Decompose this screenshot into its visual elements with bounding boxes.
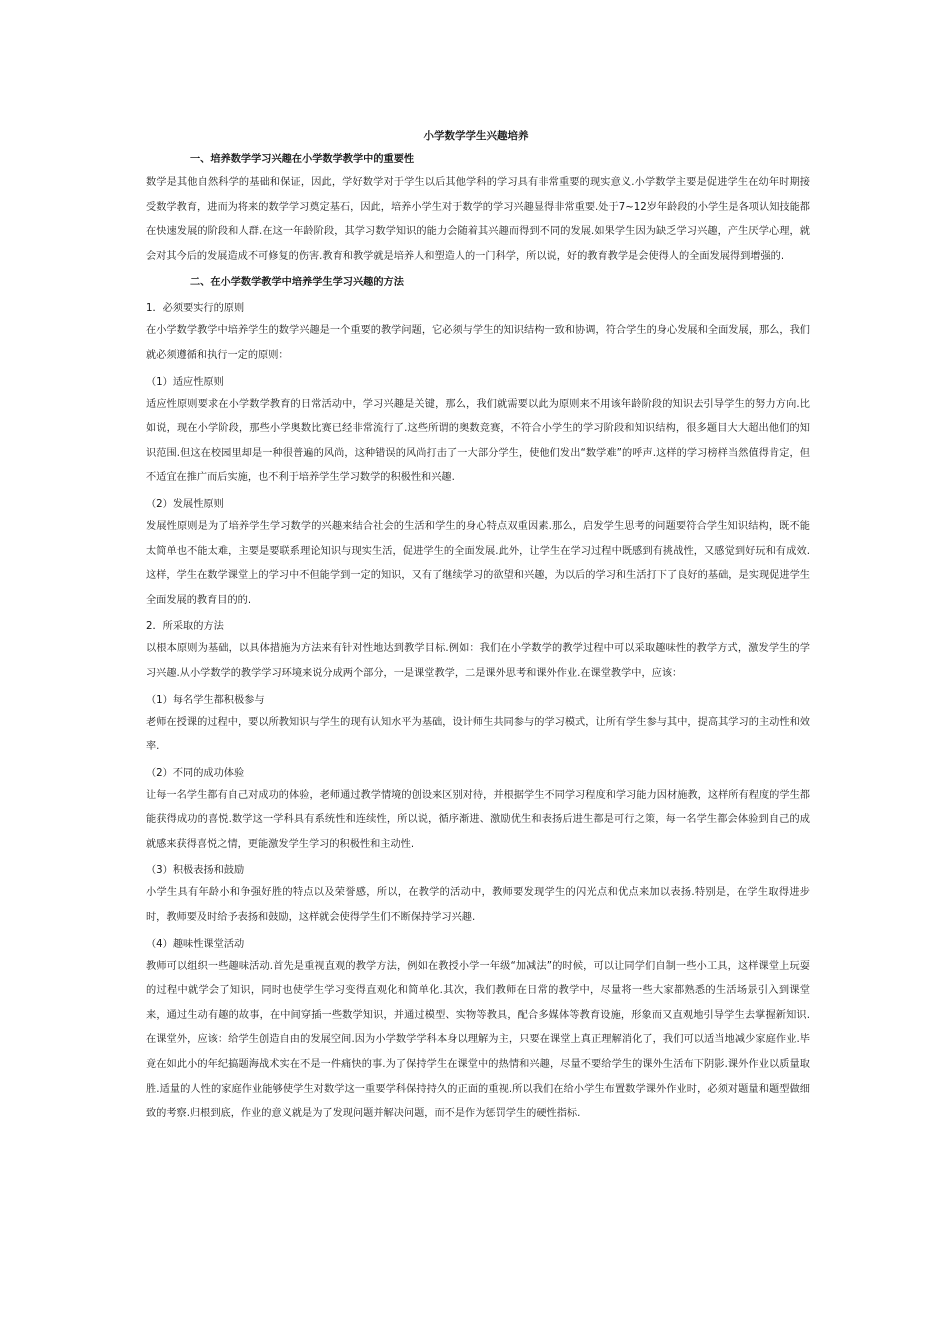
paragraph: 小学生具有年龄小和争强好胜的特点以及荣誉感，所以，在教学的活动中，教师要发现学生的闪光点和优点来加以表扬.特别是，在学生取得进步时，教师要及时给予表扬和鼓励，这样就会使得学生们不断保持学习兴趣.: [146, 887, 810, 924]
item-label: （1）适应性原则: [146, 376, 224, 388]
item-label: （1）每名学生都积极参与: [146, 694, 265, 706]
paragraph: 适应性原则要求在小学数学教育的日常活动中，学习兴趣是关键，那么，我们就需要以此为原则来不用该年龄阶段的知识去引导学生的努力方向.比如说，现在小学阶段，那些小学奥数比赛已经非常流行了.这些所谓的奥数竞赛，不符合小学生的学习阶段和知识结构，很多题目大大超出他们的知识范围.但这在校园里却是一种很普遍的风尚，这种错误的风尚打击了一大部分学生，使他们发出“数学难”的呼声.这样的学习榜样当然值得肯定，但不适宜在推广而后实施，也不利于培养学生学习数学的积极性和兴趣.: [146, 398, 810, 484]
item-label: （2）不同的成功体验: [146, 767, 245, 779]
item-label: （2）发展性原则: [146, 498, 224, 510]
subsection-label: 1．必须要实行的原则: [146, 303, 245, 315]
section-heading-1: 一、培养数学学习兴趣在小学数学教学中的重要性: [190, 154, 415, 165]
paragraph: 数学是其他自然科学的基础和保证，因此，学好数学对于学生以后其他学科的学习具有非常重要的现实意义.小学数学主要是促进学生在幼年时期接受数学教育，进而为将来的数学学习奠定基石，因此，培养小学生对于数学的学习兴趣显得非常重要.处于7~12岁年龄段的小学生是各项认知技能都在快速发展的阶段和人群.在这一年龄阶段，其学习数学知识的能力会随着其兴趣而得到不同的发展.如果学生因为缺乏学习兴趣，产生厌学心理，就会对其今后的发展造成不可修复的伤害.教育和教学就是培养人和塑造人的一门科学，所以说，好的教育教学是会使得人的全面发展得到增强的.: [146, 177, 810, 262]
item-label: （4）趣味性课堂活动: [146, 938, 245, 950]
paragraph: 发展性原则是为了培养学生学习数学的兴趣来结合社会的生活和学生的身心特点双重因素.那么，启发学生思考的问题要符合学生知识结构，既不能太简单也不能太难，主要是要联系理论知识与现实生活，促进学生的全面发展.此外，让学生在学习过程中既感到有挑战性，又感觉到好玩和有成效.这样，学生在数学课堂上的学习中不但能学到一定的知识，又有了继续学习的欲望和兴趣，为以后的学习和生活打下了良好的基础，是实现促进学生全面发展的教育目的的.: [146, 520, 810, 606]
document-title: 小学数学学生兴趣培养: [423, 130, 529, 142]
paragraph: 教师可以组织一些趣味活动.首先是重视直观的教学方法，例如在教授小学一年级“加减法”的时候，可以让同学们自制一些小工具，这样课堂上玩耍的过程中就学会了知识，同时也使学生学习变得直观化和简单化.其次，我们教师在日常的教学中，尽量将一些大家都熟悉的生活场景引入到课堂来，通过生动有趣的故事，在中间穿插一些数学知识，并通过模型、实物等教具，配合多媒体等教育设施，形象而又直观地引导学生去掌握新知识.在课堂外，应该：给学生创造自由的发展空间.因为小学数学学科本身以理解为主，只要在课堂上真正理解消化了，我们可以适当地减少家庭作业.毕竟在如此小的年纪搞题海战术实在不是一件痛快的事.为了保持学生在课堂中的热情和兴趣，尽量不要给学生的课外生活布下阴影.课外作业以质量取胜.适量的人性的家庭作业能够使学生对数学这一重要学科保持持久的正面的重视.所以我们在给小学生布置数学课外作业时，必须对题量和题型做细致的考察.归根到底，作业的意义就是为了发现问题并解决问题，而不是作为惩罚学生的硬性指标.: [146, 960, 810, 1120]
document-body: [146, 125, 810, 1128]
paragraph: 在小学数学教学中培养学生的数学兴趣是一个重要的教学问题，它必须与学生的知识结构一致和协调，符合学生的身心发展和全面发展，那么，我们就必须遵循和执行一定的原则：: [146, 325, 810, 361]
section-heading-2: 二、在小学数学教学中培养学生学习兴趣的方法: [190, 277, 404, 289]
subsection-label: 2．所采取的方法: [146, 621, 224, 633]
paragraph: 让每一名学生都有自己对成功的体验，老师通过教学情境的创设来区别对待，并根据学生不同学习程度和学习能力因材施教，这样所有程度的学生都能获得成功的喜悦.数学这一学科具有系统性和连续性，所以说，循序渐进、激励优生和表扬后进生都是可行之策，每一名学生都会体验到自己的成就感来获得喜悦之情，更能激发学生学习的积极性和主动性.: [146, 789, 810, 850]
paragraph: 老师在授课的过程中，要以所教知识与学生的现有认知水平为基础，设计师生共同参与的学习模式，让所有学生参与其中，提高其学习的主动性和效率.: [146, 716, 810, 753]
paragraph: 以根本原则为基础，以具体措施为方法来有针对性地达到教学目标.例如：我们在小学数学的教学过程中可以采取趣味性的教学方式，激发学生的学习兴趣.从小学数学的教学学习环境来说分成两个部分，一是课堂教学，二是课外思考和课外作业.在课堂教学中，应该：: [146, 643, 810, 679]
item-label: （3）积极表扬和鼓励: [146, 865, 245, 877]
